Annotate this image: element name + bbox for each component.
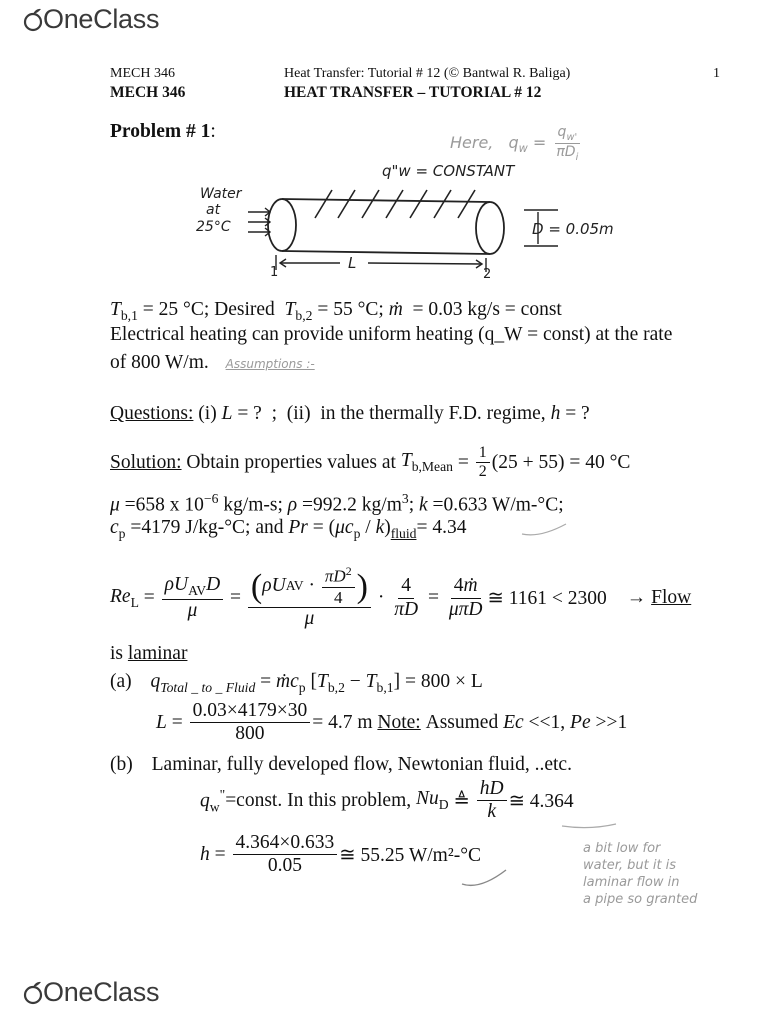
inlet-label-1: Water — [200, 186, 242, 202]
length-equation: L = $\frac{0.03\times 4179\times 30}{800}$ = 4.7 m Note: Assumed Ec <<1, Pe >>1 — [156, 700, 628, 745]
station-1-label: 1 — [270, 265, 279, 280]
pipe-diagram — [190, 150, 670, 285]
reynolds-equation: $Re_L$ = $\frac{\rho U_{AV}D}{\mu}$ = ( ρU AV · $\frac{\pi D^2}{4}$ ) μ · $\frac{4}{\pi D}$ = $\frac{\text{4ṁ}}{\text{μπD}}$ ≅ 1161 < 2300 → Flow — [110, 564, 692, 630]
part-a-line: (a) $q_{Total \_ to \_ Fluid}$ = ṁc$_p$ $[T_{b,2} - T_{b,1}] = 800 \times L$ — [110, 671, 483, 695]
margin-note: Here, $q_w$ = $\frac{q_{w'}}{\pi D_i}$ — [450, 124, 579, 163]
oneclass-logo-bottom — [22, 977, 159, 1008]
pencil-tick-1 — [520, 520, 570, 540]
inlet-label-3: 25°C — [196, 219, 231, 235]
solution-line: Solution: Obtain properties values at $T_{b,Mean}$ = $\frac{1}{2}$ (25 + 55) = 40 °C — [110, 444, 631, 481]
is-laminar: is laminar — [110, 643, 188, 664]
given-line-1: $T_{b,1} = 25$ °C; Desired $T_{b,2} = 55$ °C; ṁ = 0.03 kg/s = const — [110, 299, 562, 323]
given-line-3: of 800 W/m. Assumptions :- — [110, 352, 315, 373]
header-title-small: Heat Transfer: Tutorial # 12 (© Bantwal R. Baliga) — [284, 66, 571, 81]
brand-name: OneClass — [43, 977, 160, 1007]
heat-flux-arrows — [315, 190, 475, 218]
pencil-underline — [560, 818, 620, 832]
props-line-2: $c_p =4179$ J/kg-°C; and $Pr = (\mu c_p / k)_{fluid}= 4.34$ — [110, 517, 467, 541]
pipe — [268, 199, 504, 254]
assumptions-note: Assumptions :- — [225, 357, 315, 371]
header-course-bold: MECH 346 — [110, 84, 186, 101]
given-line-2: Electrical heating can provide uniform heating (q_W = const) at the rate — [110, 324, 673, 345]
oneclass-logo-top — [22, 4, 159, 35]
page-number: 1 — [713, 66, 720, 81]
h-equation: h = $\frac{4.364\times 0.633}{0.05}$ ≅ 55.25 W/m²-°C — [200, 832, 481, 877]
part-b-line: (b) Laminar, fully developed flow, Newtonian fluid, ..etc. — [110, 754, 572, 775]
inlet-label-2: at — [206, 202, 221, 218]
header-title-bold: HEAT TRANSFER – TUTORIAL # 12 — [284, 84, 542, 101]
props-line-1: μ =658 x $10^{-6}$ kg/m-s; ρ =992.2 $kg/m^3$; k =0.633 W/m-°C; — [110, 491, 564, 516]
header-course-small: MECH 346 — [110, 66, 175, 81]
flux-label: q"w = CONSTANT — [382, 162, 515, 180]
inlet-arrows — [248, 208, 270, 236]
side-note: a bit low for water, but it is laminar flow in a pipe so granted — [583, 841, 698, 907]
length-dimension — [276, 255, 486, 272]
leaf-icon — [22, 7, 44, 33]
station-2-label: 2 — [483, 267, 492, 282]
diameter-label: D = 0.05m — [532, 220, 614, 238]
brand-name: OneClass — [43, 4, 160, 34]
problem-heading: Problem # 1: — [110, 121, 216, 142]
nusselt-line: $q_w^"$ =const. In this problem, $Nu_D$ ≜ $\frac{hD}{k}$ ≅ 4.364 — [200, 778, 574, 823]
length-label: L — [348, 254, 357, 272]
leaf-icon — [22, 980, 44, 1006]
pencil-tick-2 — [460, 866, 510, 892]
questions-line: Questions: (i) L = ? ; (ii) in the thermally F.D. regime, h = ? — [110, 403, 590, 424]
